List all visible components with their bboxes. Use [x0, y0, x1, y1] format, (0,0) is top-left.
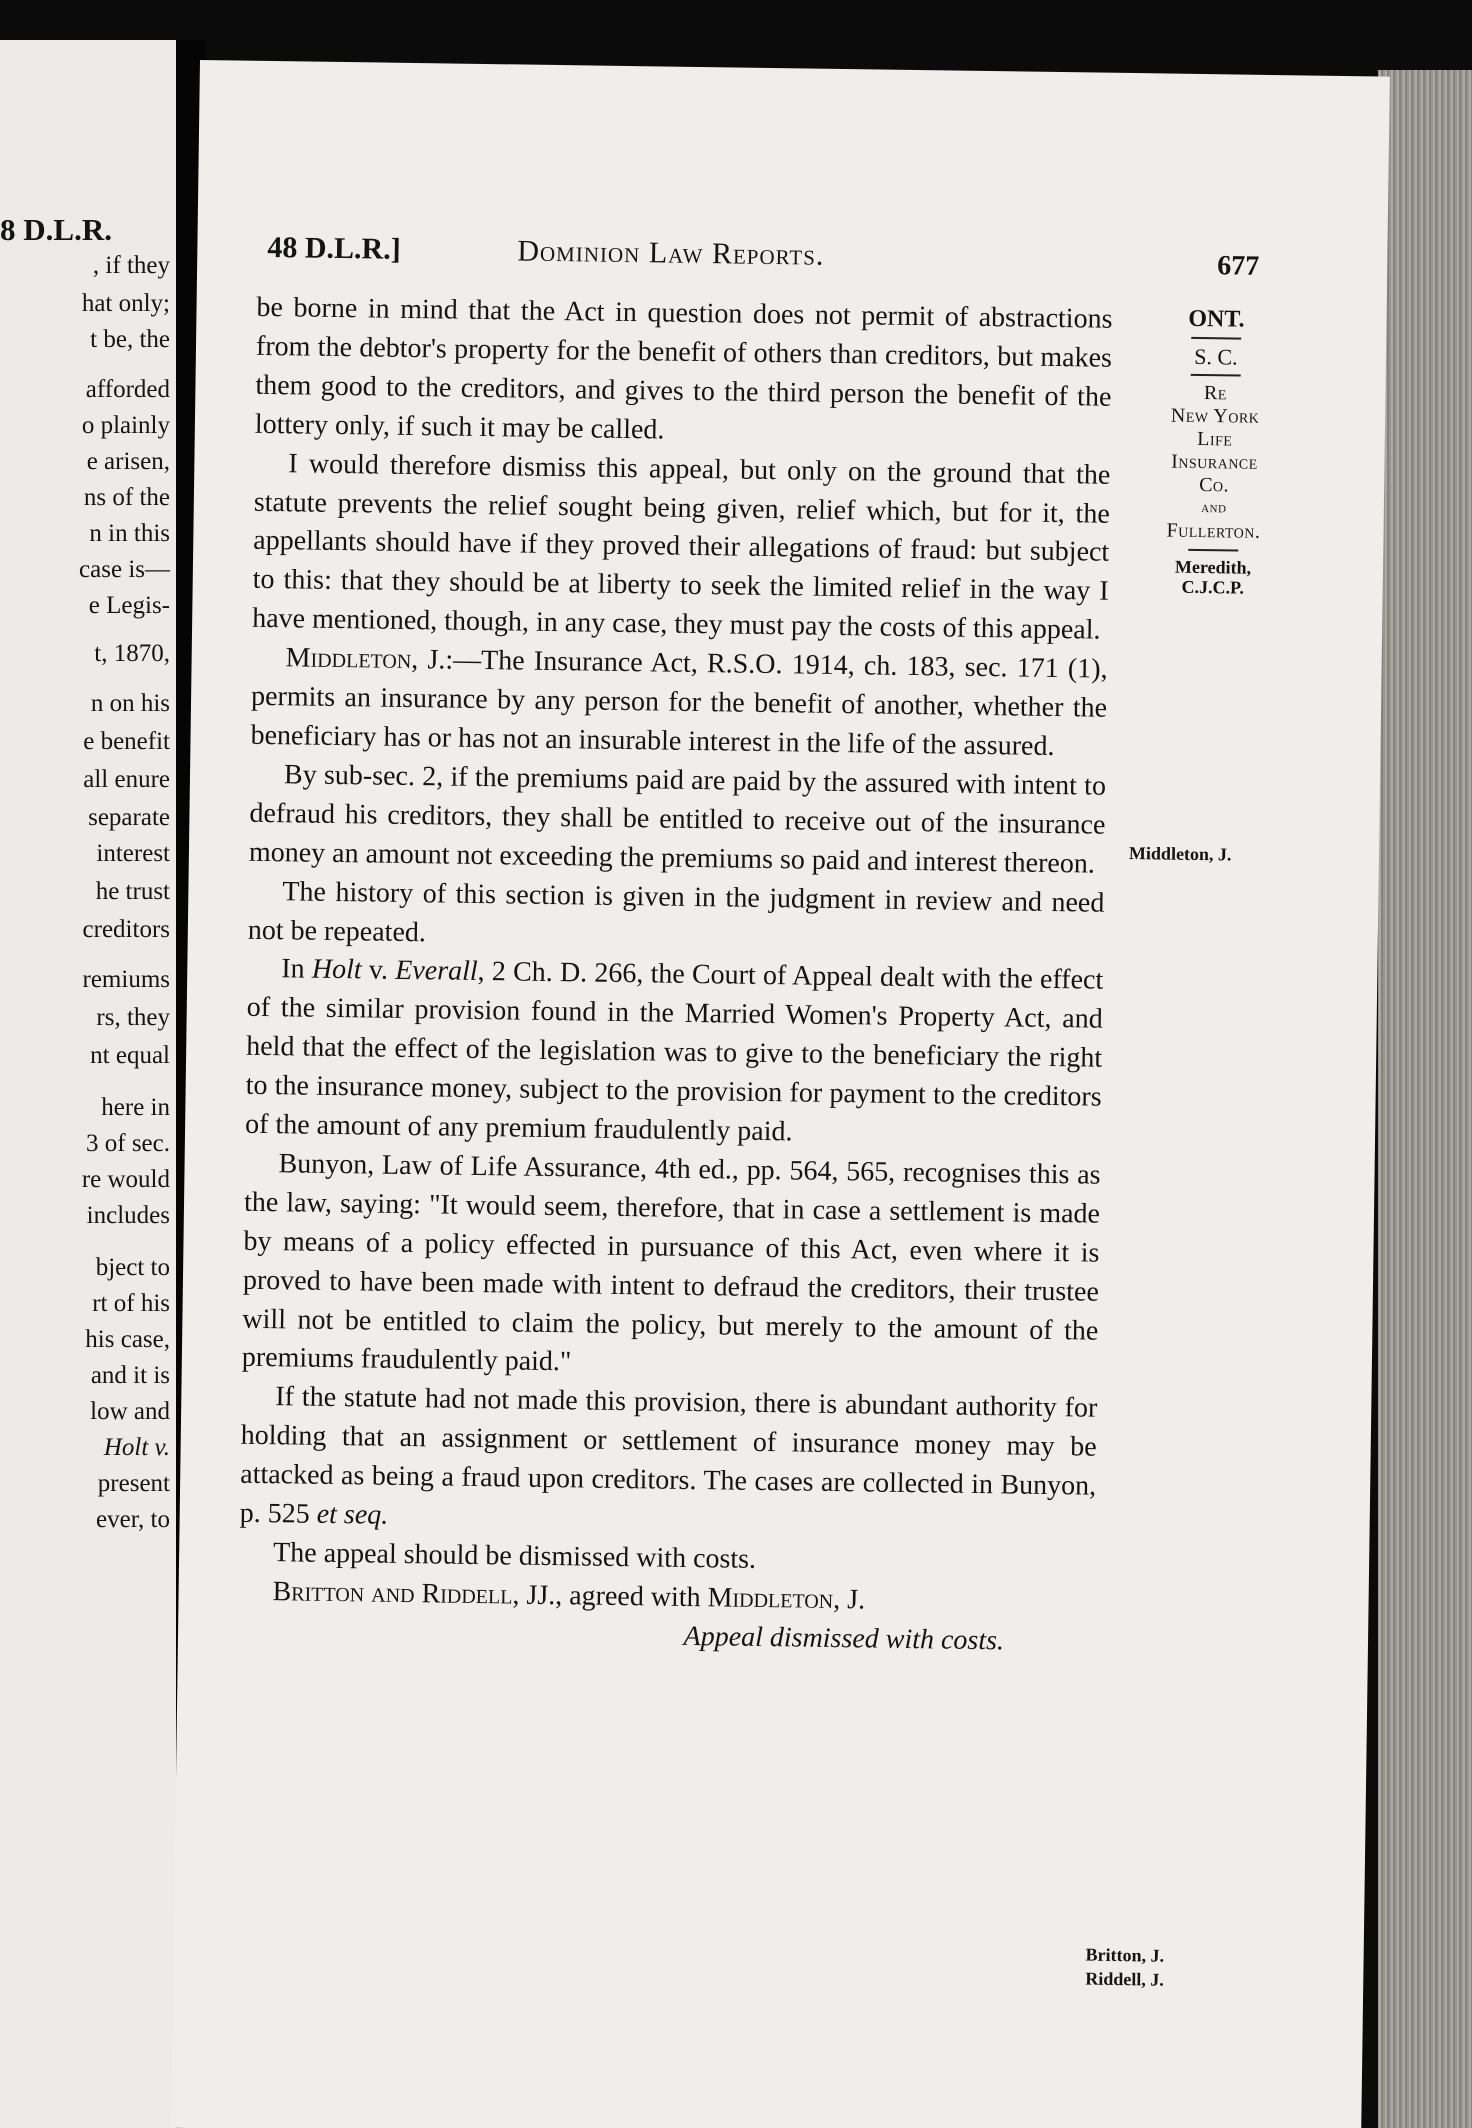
- left-page-line: he trust: [95, 878, 170, 905]
- case-name-line: Co.: [1199, 473, 1230, 497]
- paragraph: The appeal should be dismissed with costs.: [272, 1537, 757, 1575]
- case-name-line: New York: [1170, 404, 1260, 428]
- left-page-line: separate: [88, 804, 170, 831]
- disposition: Appeal dismissed with costs.: [683, 1620, 1005, 1657]
- paragraph-text: v.: [361, 954, 396, 987]
- left-page-line: creditors: [82, 916, 170, 943]
- case-citation: Everall: [395, 955, 478, 988]
- left-page-line: includes: [86, 1202, 170, 1229]
- paragraph-text: , 2 Ch. D. 266, the Court of Appeal dealt with the effect of the similar provision found in the Married Women's Property Act, and held that the effect of the legislation was to give to the beneficiary the right to the insurance money, subject to the provision for payment to the creditors of the amount of any premium fraudulently paid.: [244, 956, 1104, 1148]
- margin-concurring-judges: [1085, 1943, 1164, 1992]
- margin-judge-britton: Britton, J.: [1085, 1944, 1165, 1966]
- margin-rule: [1188, 549, 1238, 552]
- paragraph: [250, 639, 1108, 768]
- case-citation: Holt: [311, 954, 362, 986]
- margin-case-name: [1148, 381, 1280, 544]
- left-page-line: rs, they: [96, 1004, 170, 1031]
- paragraph: The history of this section is given in the judgment in review and need not be repeated.: [247, 875, 1105, 948]
- judgment-text: [238, 289, 1113, 1663]
- margin-judge-meredith: Meredith, C.J.C.P.: [1174, 556, 1252, 598]
- paragraph: [239, 1378, 1097, 1546]
- left-page-line: t be, the: [90, 326, 170, 353]
- left-page-line: t, 1870,: [94, 640, 170, 667]
- paragraph-text: :—The Insurance Act, R.S.O. 1914, ch. 183, sec. 171 (1), permits an insurance by any person for the benefit of another, whether the beneficiary has or has not an insurable interest in the life of the assured.: [250, 644, 1108, 762]
- margin-judge-riddell: Riddell, J.: [1085, 1968, 1164, 1990]
- left-page-line: n in this: [89, 520, 170, 547]
- left-page-line: all enure: [83, 766, 170, 793]
- left-page-line: re would: [81, 1166, 170, 1193]
- paragraph: Bunyon, Law of Life Assurance, 4th ed., pp. 564, 565, recognises this as the law, saying: "It would seem, therefore, that in case a settlement is made by means of a policy effected in pursuance of this Act, even where it is proved to have been made with intent to defraud the creditors, their trustee will not be entitled to claim the policy, but merely to the amount of the premiums fraudulently paid.": [241, 1148, 1101, 1378]
- left-page-line: , if they: [92, 252, 170, 279]
- left-page-line: Holt v.: [103, 1434, 170, 1461]
- left-page-line: interest: [96, 840, 170, 867]
- left-page-line: afforded: [85, 376, 170, 403]
- paragraph: be borne in mind that the Act in question does not permit of abstractions from the debtor's property for the benefit of others than creditors, but makes them good to the creditors, and gives to the third person the benefit of the lottery only, if such it may be called.: [254, 291, 1113, 446]
- case-name-line: Fullerton.: [1166, 519, 1261, 543]
- page-edge-stack: [1378, 70, 1472, 2128]
- margin-court: S. C.: [1194, 343, 1238, 370]
- left-page-line: his case,: [85, 1326, 170, 1353]
- case-name-line: Insurance: [1171, 450, 1258, 474]
- paragraph-text: If the statute had not made this provision, there is abundant authority for holding that an assignment or settlement of insurance money may be attacked as being a fraud upon creditors. The cases are collected in Bunyon, p. 525: [239, 1381, 1098, 1530]
- margin-rule: [1191, 374, 1241, 377]
- journal-title: Dominion Law Reports.: [517, 234, 825, 272]
- left-page-text-fragments: [0, 40, 180, 2128]
- left-page-line: ns of the: [83, 484, 170, 511]
- left-page-line: ever, to: [96, 1506, 170, 1533]
- judge-names: Britton and Riddell, JJ.: [272, 1576, 556, 1612]
- paragraph: I would therefore dismiss this appeal, but only on the ground that the statute prevents the relief sought being given, relief which, but for it, the appellants should have if they proved their allegations of fraud: but subject to this: that they should be at liberty to seek the limited relief in the way I have mentioned, though, in any case, they must pay the costs of this appeal.: [251, 447, 1111, 646]
- left-page-line: e benefit: [83, 728, 170, 755]
- margin-rule: [1191, 337, 1241, 340]
- left-page-line: n on his: [90, 690, 170, 717]
- right-page: [171, 60, 1390, 2128]
- judge-name: Middleton, J.: [707, 1582, 866, 1616]
- left-page-line: remiums: [82, 966, 170, 993]
- left-page-line: e arisen,: [86, 448, 170, 475]
- volume-reference: 48 D.L.R.]: [267, 230, 401, 266]
- left-page-line: low and: [90, 1398, 170, 1425]
- left-page-line: bject to: [95, 1254, 170, 1281]
- left-page-line: o plainly: [81, 412, 170, 439]
- left-page-line: hat only;: [81, 290, 170, 317]
- margin-jurisdiction: ONT.: [1188, 305, 1245, 333]
- left-page-line: and it is: [90, 1362, 170, 1389]
- judge-name: Middleton, J.: [285, 642, 446, 676]
- margin-notes: [1148, 307, 1282, 598]
- left-page-line: case is—: [79, 556, 170, 583]
- case-name-line: Life: [1197, 427, 1233, 451]
- case-name-line: Re: [1203, 382, 1228, 405]
- case-name-line: and: [1201, 500, 1227, 517]
- left-page-header: 8 D.L.R.: [0, 212, 112, 247]
- left-page-line: here in: [101, 1094, 170, 1121]
- left-page-line: present: [97, 1470, 170, 1497]
- left-facing-page: [0, 40, 180, 2128]
- paragraph: By sub-sec. 2, if the premiums paid are paid by the assured with intent to defraud his creditors, they shall be entitled to receive out of the insurance money an amount not exceeding the premiums so paid and interest thereon.: [248, 759, 1107, 880]
- left-page-line: e Legis-: [88, 592, 170, 619]
- running-head: [267, 231, 1287, 285]
- paragraph-text: In: [281, 953, 313, 986]
- page-number: 677: [1217, 250, 1260, 282]
- left-page-line: 3 of sec.: [86, 1130, 170, 1157]
- paragraph-text: , agreed with: [555, 1580, 708, 1614]
- paragraph: [245, 950, 1104, 1156]
- left-page-line: nt equal: [90, 1042, 170, 1069]
- latin-term: et seq.: [316, 1498, 389, 1531]
- left-page-line: rt of his: [92, 1290, 170, 1317]
- margin-judge-middleton: Middleton, J.: [1128, 843, 1232, 865]
